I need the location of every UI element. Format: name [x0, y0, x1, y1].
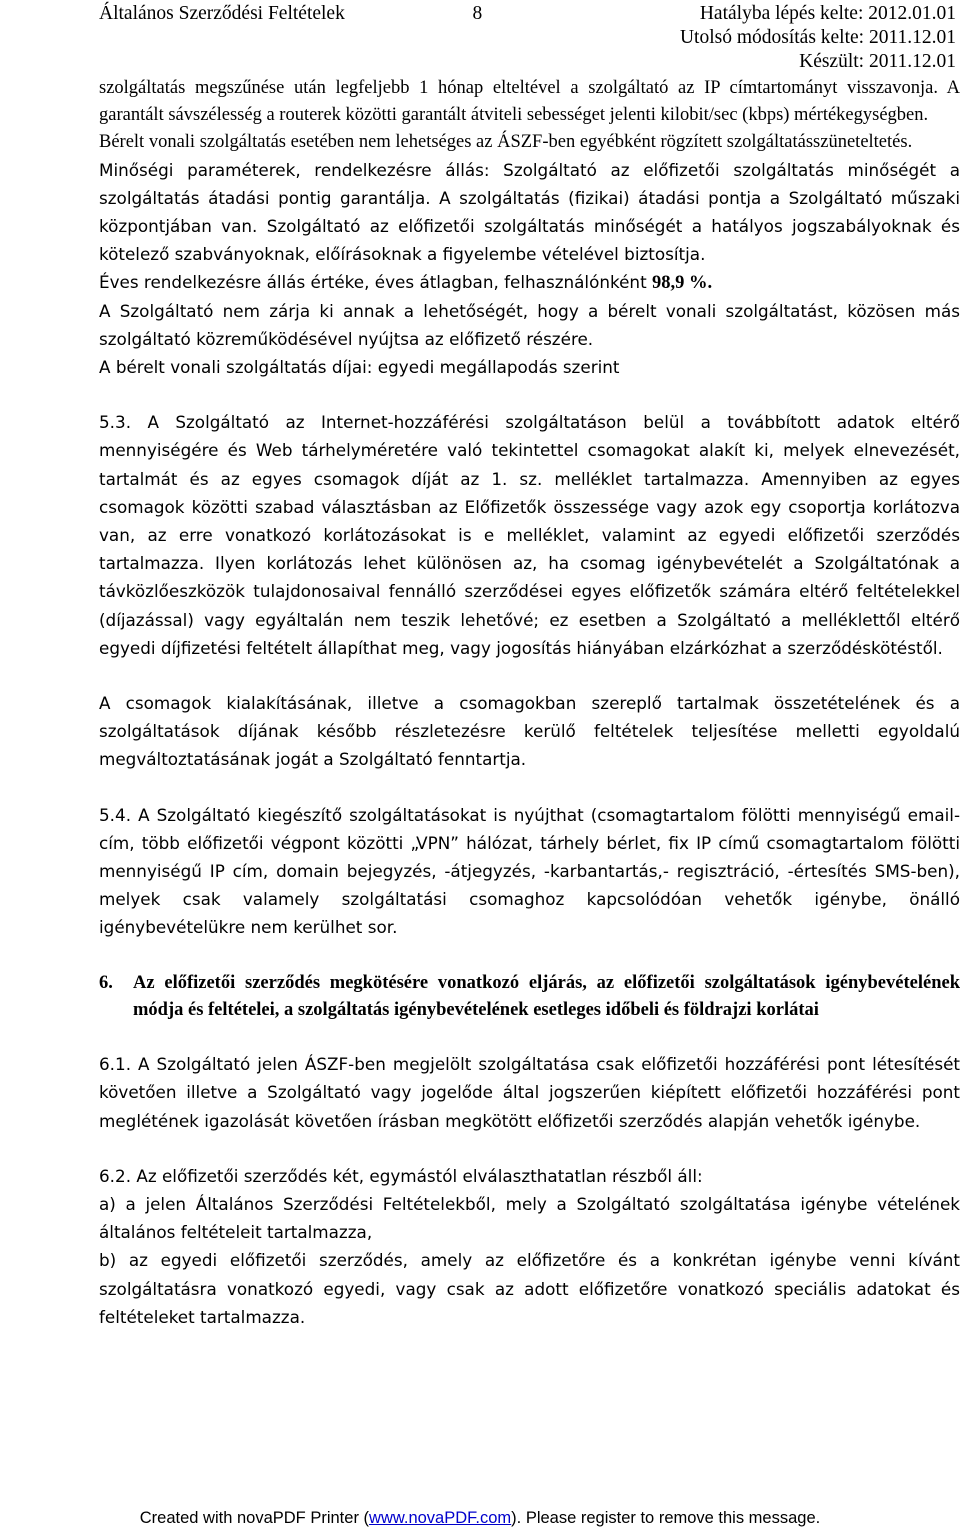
availability-value: 98,9 % [652, 273, 708, 294]
paragraph: Bérelt vonali szolgáltatás esetében nem lehetséges az ÁSZF-ben egyébként rögzített szolgáltatásszüneteltetés. [99, 132, 913, 153]
paragraph: Minőségi paraméterek, rendelkezésre állás: Szolgáltató az előfizetői szolgáltatás minőségét a szolgáltatás átadási pontig garantálja. A szolgáltatás (fizikai) átadási pontja a Szolgáltató műszaki központjában van. Szolgáltató az előfizetői szolgáltatás minőségét a hatályos jogszabályoknak és kötelező szabványoknak, előírásoknak a figyelembe vételével biztosítja. [99, 159, 960, 265]
novapdf-link[interactable]: www.novaPDF.com [369, 1509, 512, 1527]
section-heading-6 [99, 970, 960, 1024]
page-header [99, 2, 956, 74]
paragraph-6-1: 6.1. A Szolgáltató jelen ÁSZF-ben megjelölt szolgáltatása csak előfizetői hozzáférési pont létesítését követően illetve a Szolgáltató vagy jogelőde által jogszerűen kiépített előfizetői hozzáférési pont meglétének igazolását követően írásban megkötött előfizetői szerződés alapján vehetők igénybe. [99, 1054, 960, 1131]
section-number: 6. [99, 972, 113, 993]
list-item-b: b) az egyedi előfizetői szerződés, amely az előfizetőre és a konkrétan igénybe venni kívánt szolgáltatásra vonatkozó egyedi, vagy csak az adott előfizetőre vonatkozó speciális adatokat és feltételeket tartalmazza. [99, 1250, 960, 1327]
header-modified-date: Utolsó módosítás kelte: 2011.12.01 [679, 27, 956, 48]
paragraph-availability: Éves rendelkezésre állás értéke, éves átlagban, felhasználónként 98,9 %. [99, 272, 713, 294]
paragraph-5-4: 5.4. A Szolgáltató kiegészítő szolgáltatásokat is nyújthat (csomagtartalom fölötti mennyiségű email-cím, több előfizetői végpont közötti „VPN” hálózat, tárhely bérlet, fix IP című csomagtartalom fölötti mennyiségű IP cím, domain bejegyzés, -átjegyzés, -karbantartás,- regisztráció, -értesítés SMS-ben), melyek csak valamely szolgáltatási csomaghoz kapcsolódóan vehetők igénybe, önálló igénybevételükre nem kerülhet sor. [99, 804, 960, 938]
header-page-number: 8 [472, 3, 483, 24]
list-item-a: a) a jelen Általános Szerződési Feltételekből, mely a Szolgáltató szolgáltatása igénybe vételének általános feltételeit tartalmazza, [99, 1193, 960, 1243]
paragraph: A bérelt vonali szolgáltatás díjai: egyedi megállapodás szerint [99, 357, 620, 378]
section-title: Az előfizetői szerződés megkötésére vonatkozó eljárás, az előfizetői szolgáltatások igénybevételének módja és feltételei, a szolgáltatás igénybevételének esetleges időbeli és földrajzi korlátai [133, 972, 960, 1020]
header-effective-date: Hatályba lépés kelte: 2012.01.01 [699, 3, 956, 24]
paragraph-6-2: 6.2. Az előfizetői szerződés két, egymástól elválaszthatatlan részből áll: [99, 1165, 703, 1186]
paragraph: szolgáltatás megszűnése után legfeljebb 1 hónap elteltével a szolgáltató az IP címtartományt visszavonja. A garantált sávszélesség a routerek közötti garantált átviteli sebességet jelenti kilobit/sec (kbps) mértékegységben. [99, 78, 960, 126]
watermark-footer: Created with novaPDF Printer (www.novaPDF.com). Please register to remove this message. [139, 1509, 821, 1527]
header-title: Általános Szerződési Feltételek [99, 3, 345, 24]
paragraph-5-3: 5.3. A Szolgáltató az Internet-hozzáférési szolgáltatáson belül a továbbított adatok eltérő mennyiségére és Web tárhelyméretére való tekintettel csomagokat alakít ki, melyek elnevezését, tartalmát és az egyes csomagok díját az 1. sz. melléklet tartalmazza. Amennyiben az egyes csomagok közötti szabad választásban az Előfizetők összessége vagy azok egy csoportja korlátozva van, az erre vonatkozó korlátozásokat is e melléklet, valamint az egyedi előfizetői szerződés tartalmazza. Ilyen korlátozás lehet különösen az, ha csomag igénybevételét a Szolgáltatónak a távközlőeszközök tulajdonosaival fennálló szerződései egyes előfizetők számára eltérő feltételekkel (díjazással) vagy egyáltalán nem teszik lehetővé; ez esetben a Szolgáltató a melléklettől eltérő egyedi díjfizetési feltételt állapíthat meg, vagy jogosítás hiányában elzárkózhat a szerződéskötéstől. [99, 412, 960, 658]
paragraph: A csomagok kialakításának, illetve a csomagokban szereplő tartalmak összetételének és a szolgáltatások díjának később részletezésre kerülő feltételek teljesítése melletti egyoldalú megváltoztatásának jogát a Szolgáltató fenntartja. [99, 693, 960, 770]
paragraph: A Szolgáltató nem zárja ki annak a lehetőségét, hogy a bérelt vonali szolgáltatást, közösen más szolgáltató közreműködésével nyújtsa az előfizető részére. [99, 300, 960, 349]
header-created-date: Készült: 2011.12.01 [799, 51, 956, 72]
document-body [99, 75, 960, 1332]
